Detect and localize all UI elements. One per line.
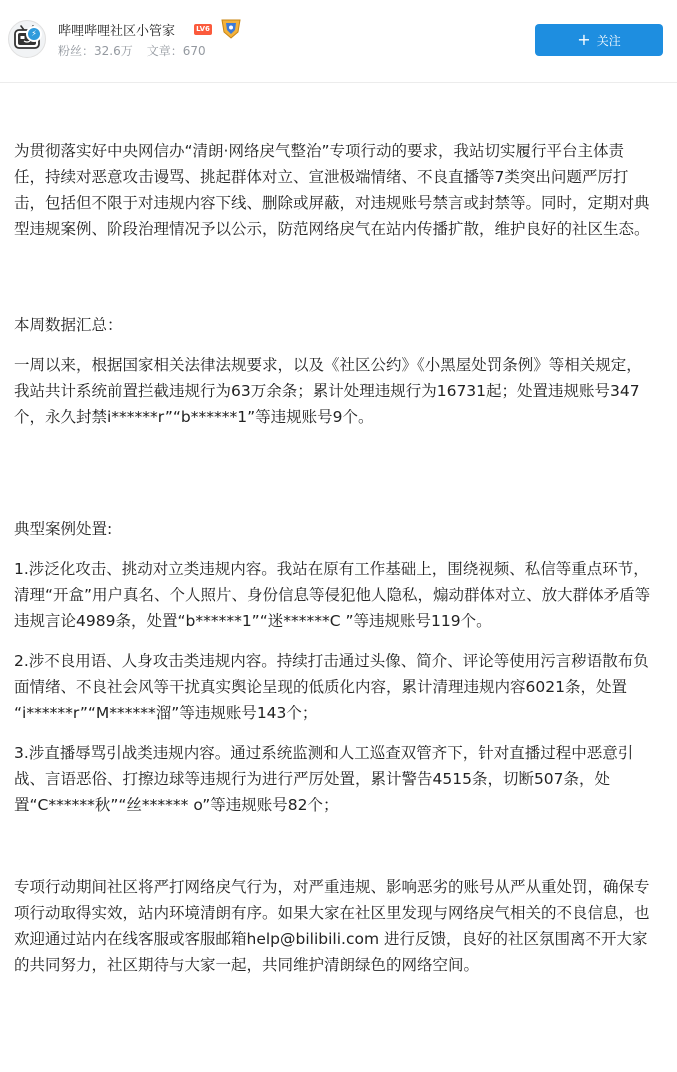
intro-paragraph: 为贯彻落实好中央网信办“清朗·网络戾气整治”专项行动的要求，我站切实履行平台主体责任，持续对恶意攻击谩骂、挑起群体对立、宣泄极端情绪、不良直播等7类突出问题严厉打击，包括但不限于对违规内容下线、删除或屏蔽，对违规账号禁言或封禁等。同时，定期对典型违规案例、阶段治理情况予以公示，防范网络戾气在站内传播扩散，维护良好的社区生态。 [14,142,650,238]
level-badge: LV6 [194,24,212,35]
fans-count: 粉丝：32.6万 [58,44,133,58]
plus-icon: + [577,30,591,49]
case-paragraph-1: 1.涉泛化攻击、挑动对立类违规内容。我站在原有工作基础上，围绕视频、私信等重点环节，清理“开盒”用户真名、个人照片、身份信息等侵犯他人隐私，煽动群体对立、放大群体矛盾等违规言论4989条，处置“b******1”“迷******C ”等违规账号119个。 [14,560,651,630]
case-paragraph-3: 3.涉直播辱骂引战类违规内容。通过系统监测和人工巡查双管齐下，针对直播过程中恶意引战、言语恶俗、打擦边球等违规行为进行严厉处置，累计警告4515条，切断507条，处置“C******秋”“丝****** o”等违规账号82个； [14,744,634,814]
author-stats [58,42,206,59]
article-count: 文章：670 [146,44,206,58]
weekly-summary-paragraph: 一周以来，根据国家相关法律法规要求，以及《社区公约》《小黑屋处罚条例》等相关规定，我站共计系统前置拦截违规行为63万余条；累计处理违规行为16731起；处置违规账号347个，永久封禁i******r”“b******1”等违规账号9个。 [14,356,642,426]
case-paragraph-2: 2.涉不良用语、人身攻击类违规内容。持续打击通过头像、简介、评论等使用污言秽语散布负面情绪、不良社会风等干扰真实舆论呈现的低质化内容，累计清理违规内容6021条，处置 “i******r”“M******溜”等违规账号143个； [14,652,649,722]
verified-badge-icon: ⚡ [26,26,42,42]
author-header [0,0,677,83]
follow-label: 关注 [596,33,621,48]
follow-button[interactable] [535,24,663,56]
section-heading-typical-cases: 典型案例处置: [14,520,113,538]
section-heading-weekly-summary: 本周数据汇总： [14,316,123,334]
author-name[interactable]: 哔哩哔哩社区小管家 [58,24,176,39]
article-body [14,138,654,978]
medal-icon [219,18,243,40]
closing-paragraph: 专项行动期间社区将严打网络戾气行为，对严重违规、影响恶劣的账号从严从重处罚，确保专项行动取得实效，站内环境清朗有序。如果大家在社区里发现与网络戾气相关的不良信息，也欢迎通过站内在线客服或客服邮箱help@bilibili.com 进行反馈，良好的社区氛围离不开大家的共同努力，社区期待与大家一起，共同维护清朗绿色的网络空间。 [14,878,650,974]
